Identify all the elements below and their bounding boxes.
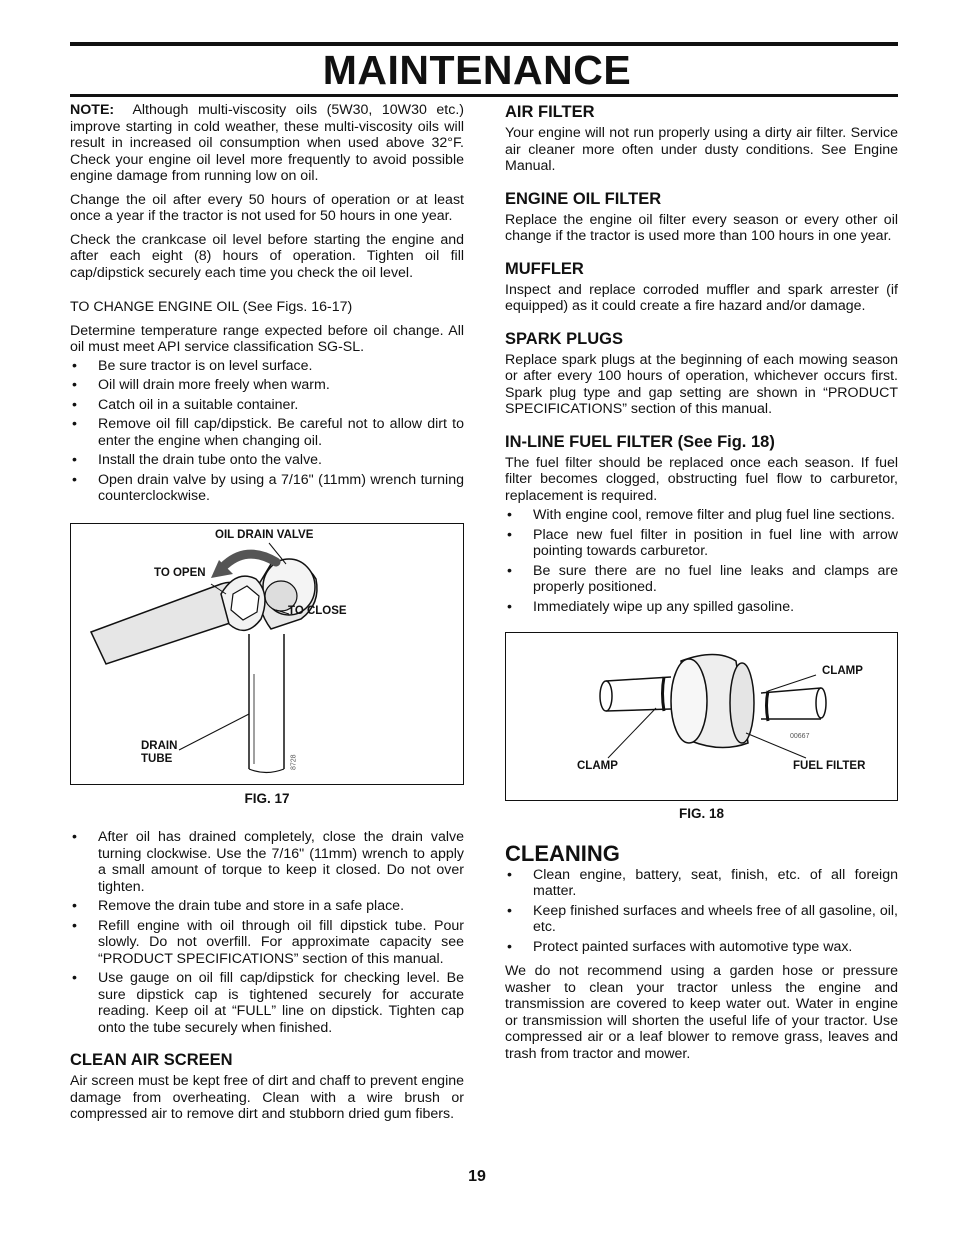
change-oil-heading: TO CHANGE ENGINE OIL (See Figs. 16-17): [70, 299, 353, 315]
right-column: [505, 102, 898, 1069]
cleaning-steps-list: [505, 867, 898, 956]
list-item: • Clean engine, battery, seat, finish, etc. of all foreign matter.: [505, 867, 898, 900]
list-item: • Oil will drain more freely when warm.: [70, 377, 464, 394]
spark-plugs-heading: SPARK PLUGS: [505, 329, 623, 348]
cleaning-heading: CLEANING: [505, 840, 620, 866]
clamp-bottom-label: CLAMP: [577, 760, 618, 772]
air-filter-text: Your engine will not run properly using a dirty air filter. Service air cleaner more often under dusty conditions. See Engine Manual.: [505, 125, 898, 174]
list-item: • Keep finished surfaces and wheels free of all gasoline, oil, etc.: [505, 903, 898, 936]
oil-drain-valve-label: OIL DRAIN VALVE: [215, 528, 314, 541]
list-item: • Install the drain tube onto the valve.: [70, 452, 464, 469]
tube-label: TUBE: [141, 752, 173, 765]
fuel-filter-text: The fuel filter should be replaced once each season. If fuel filter becomes clogged, obstructing fuel flow to carburetor, replacement is required.: [505, 454, 898, 504]
oil-check-paragraph: Check the crankcase oil level before starting the engine and after each eight (8) hours of operation. Tighten oil fill cap/dipstick securely each time you check the oil level.: [70, 231, 464, 281]
list-item: • After oil has drained completely, close the drain valve turning clockwise. Use the 7/16" (11mm) wrench to apply a small amount of torque to keep it closed. Do not over tighten.: [70, 829, 464, 895]
list-item: • Remove the drain tube and store in a safe place.: [70, 898, 464, 915]
to-close-label: TO CLOSE: [288, 604, 347, 617]
list-item: • Use gauge on oil fill cap/dipstick for checking level. Be sure dipstick cap is tightened securely for accurate reading. Keep oil at “FULL” line on dipstick. Tighten cap onto the tube securely when finished.: [70, 970, 464, 1036]
figure-17-caption: FIG. 17: [244, 790, 290, 806]
oil-change-interval-paragraph: Change the oil after every 50 hours of operation or at least once a year if the tractor is not used for 50 hours in one year.: [70, 191, 464, 224]
list-item: • Protect painted surfaces with automotive type wax.: [505, 939, 898, 956]
fuel-filter-heading: IN-LINE FUEL FILTER (See Fig. 18): [505, 432, 775, 451]
engine-oil-filter-heading: ENGINE OIL FILTER: [505, 189, 662, 208]
muffler-heading: MUFFLER: [505, 259, 584, 278]
list-item: • Place new fuel filter in position in fuel line with arrow pointing towards carburetor.: [505, 527, 898, 560]
list-item: • Catch oil in a suitable container.: [70, 397, 464, 414]
spark-plugs-text: Replace spark plugs at the beginning of each mowing season or after every 100 hours of operation, whichever occurs first. Spark plug type and gap setting are shown in “PRODUCT SPECIFICATIONS” section of this manual.: [505, 351, 898, 417]
temperature-paragraph: Determine temperature range expected before oil change. All oil must meet API service classification SG-SL.: [70, 322, 464, 355]
left-column: [70, 102, 464, 1130]
oil-refill-steps-list: [70, 829, 464, 1036]
list-item: • Be sure there are no fuel line leaks and clamps are properly positioned.: [505, 563, 898, 596]
to-open-label: TO OPEN: [154, 566, 206, 579]
cleaning-text: We do not recommend using a garden hose or pressure washer to clean your tractor unless the engine and transmission are covered to keep water out. Water in engine or transmission will shorten the useful life of your tractor. Use compressed air or a leaf blower to remove grass, leaves and trash from tractor and mower.: [505, 963, 898, 1062]
note-text: Although multi-viscosity oils (5W30, 10W30 etc.) improve starting in cold weather, these multi-viscosity oils will result in increased oil consumption when used above 32°F. Check your engine oil level more frequently to avoid possible engine damage from running low on oil.: [70, 102, 464, 184]
air-filter-heading: AIR FILTER: [505, 103, 595, 121]
note-label: NOTE:: [70, 102, 115, 118]
note-paragraph: [70, 102, 464, 185]
fuel-filter-illustration: [506, 633, 897, 800]
clean-air-screen-text: Air screen must be kept free of dirt and chaff to prevent engine damage from overheating. Clean with a wire brush or compressed air to remove dirt and stubborn dried gum fibers.: [70, 1073, 464, 1122]
clean-air-screen-heading: CLEAN AIR SCREEN: [70, 1051, 233, 1069]
fuel-filter-label: FUEL FILTER: [793, 760, 866, 772]
list-item: • Be sure tractor is on level surface.: [70, 358, 464, 375]
oil-change-steps-list: [70, 358, 464, 505]
page-title: MAINTENANCE: [322, 47, 632, 93]
figure-id: 00667: [790, 733, 810, 740]
title-rule-bottom: [70, 94, 898, 97]
oil-drain-valve-illustration: [71, 524, 463, 784]
list-item: • Remove oil fill cap/dipstick. Be careful not to allow dirt to enter the engine when changing oil.: [70, 416, 464, 449]
list-item: • With engine cool, remove filter and plug fuel line sections.: [505, 507, 898, 524]
fuel-filter-steps-list: [505, 507, 898, 615]
figure-id: 8728: [290, 753, 298, 770]
figure-17-oil-drain-valve: [70, 523, 464, 785]
list-item: • Refill engine with oil through oil fill dipstick tube. Pour slowly. Do not overfill. For approximate capacity see “PRODUCT SPECIFICATIONS” section of this manual.: [70, 918, 464, 968]
figure-18-caption: FIG. 18: [678, 806, 724, 821]
muffler-text: Inspect and replace corroded muffler and spark arrester (if equipped) as it could create a fire hazard and/or damage.: [505, 281, 898, 314]
list-item: • Open drain valve by using a 7/16" (11mm) wrench turning counterclockwise.: [70, 472, 464, 505]
clamp-top-label: CLAMP: [822, 665, 863, 677]
engine-oil-filter-text: Replace the engine oil filter every season or every other oil change if the tractor is used more than 100 hours in one year.: [505, 211, 898, 244]
drain-label: DRAIN: [141, 739, 178, 752]
list-item: • Immediately wipe up any spilled gasoline.: [505, 599, 898, 616]
page-number: 19: [468, 1168, 486, 1185]
figure-18-fuel-filter: [505, 632, 898, 801]
